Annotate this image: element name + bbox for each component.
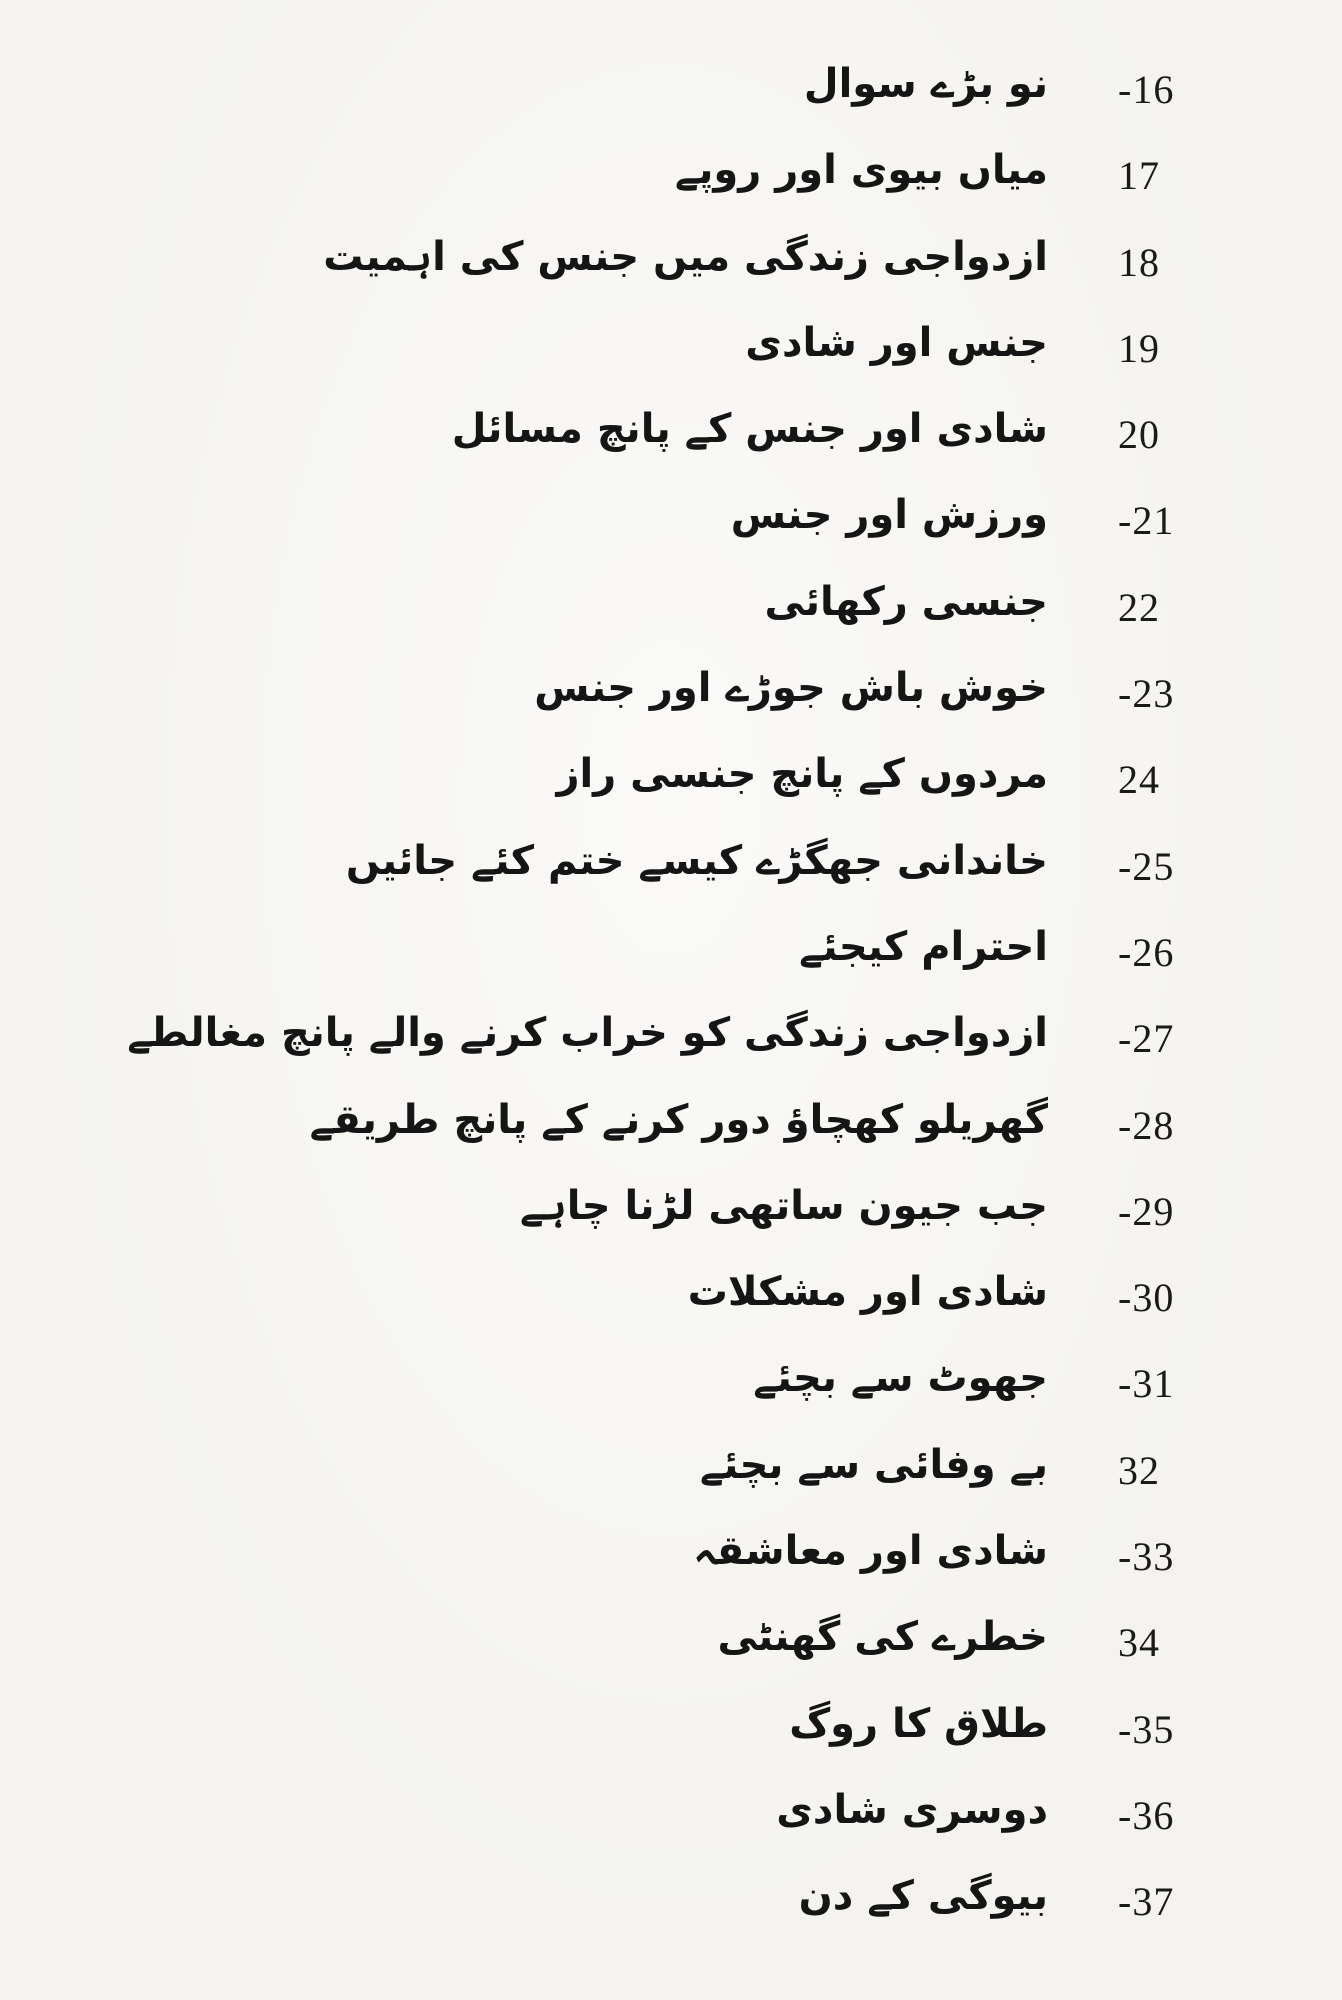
toc-entry	[0, 1435, 1342, 1521]
toc-entry	[0, 1607, 1342, 1693]
entry-number: -29	[1118, 1188, 1175, 1234]
toc-entry	[0, 658, 1342, 744]
entry-number: 20	[1118, 412, 1160, 458]
entry-title: مردوں کے پانچ جنسی راز	[556, 751, 1048, 798]
entry-number: 17	[1118, 153, 1160, 199]
entry-number: 18	[1118, 239, 1160, 285]
toc-entry	[0, 1521, 1342, 1607]
toc-entry	[0, 1090, 1342, 1176]
toc-entry	[0, 54, 1342, 140]
entry-number: -36	[1118, 1792, 1175, 1838]
entry-number: -28	[1118, 1102, 1175, 1148]
entry-title: احترام کیجئے	[799, 923, 1048, 970]
entry-title: جنسی رکھائی	[764, 578, 1048, 625]
entry-number: -33	[1118, 1534, 1175, 1580]
entry-title: نو بڑے سوال	[803, 61, 1048, 107]
entry-number: 32	[1118, 1447, 1160, 1493]
entry-title: ازدواجی زندگی میں جنس کی اہمیت	[323, 233, 1048, 280]
toc-entry	[0, 140, 1342, 226]
entry-title: بیوگی کے دن	[798, 1873, 1048, 1920]
entry-number: 22	[1118, 584, 1160, 630]
entry-title: میاں بیوی اور روپے	[674, 147, 1048, 194]
toc-entry	[0, 1176, 1342, 1262]
toc-entry	[0, 1262, 1342, 1348]
entry-title: خطرے کی گھنٹی	[717, 1614, 1048, 1661]
entry-number: -31	[1118, 1361, 1175, 1407]
entry-title: بے وفائی سے بچئے	[699, 1441, 1048, 1488]
entry-title: خاندانی جھگڑے کیسے ختم کئے جائیں	[345, 837, 1048, 884]
entry-title: دوسری شادی	[776, 1786, 1048, 1833]
toc-entry	[0, 1866, 1342, 1952]
toc-entry	[0, 1780, 1342, 1866]
entry-title: شادی اور مشکلات	[687, 1269, 1048, 1316]
entry-title: طلاق کا روگ	[789, 1700, 1048, 1747]
toc-entry	[0, 1003, 1342, 1089]
entry-number: 34	[1118, 1620, 1160, 1666]
entry-number: 19	[1118, 325, 1160, 371]
entry-number: -27	[1118, 1016, 1175, 1062]
toc-entry	[0, 399, 1342, 485]
toc-entry	[0, 1348, 1342, 1434]
entry-number: -21	[1118, 498, 1175, 544]
toc-entry	[0, 572, 1342, 658]
entry-title: ازدواجی زندگی کو خراب کرنے والے پانچ مغالطے	[127, 1010, 1048, 1057]
entry-number: 24	[1118, 757, 1160, 803]
toc-entry	[0, 831, 1342, 917]
entry-title: شادی اور معاشقہ	[693, 1528, 1048, 1575]
entry-number: -25	[1118, 843, 1175, 889]
toc-entry	[0, 744, 1342, 830]
toc-entry	[0, 227, 1342, 313]
entry-number: -30	[1118, 1275, 1175, 1321]
table-of-contents	[0, 54, 1342, 1953]
entry-title: شادی اور جنس کے پانچ مسائل	[451, 406, 1048, 453]
entry-title: جنس اور شادی	[745, 319, 1048, 366]
toc-entry	[0, 1694, 1342, 1780]
entry-number: -16	[1118, 67, 1175, 112]
entry-title: گھریلو کھچاؤ دور کرنے کے پانچ طریقے	[309, 1096, 1048, 1143]
entry-number: -37	[1118, 1879, 1175, 1925]
entry-number: -35	[1118, 1706, 1175, 1752]
entry-number: -23	[1118, 671, 1175, 717]
entry-title: جھوٹ سے بچئے	[753, 1355, 1048, 1402]
entry-title: خوش باش جوڑے اور جنس	[534, 665, 1048, 712]
toc-entry	[0, 485, 1342, 571]
entry-title: ورزش اور جنس	[730, 492, 1048, 539]
entry-title: جب جیون ساتھی لڑنا چاہے	[519, 1182, 1048, 1229]
toc-entry	[0, 313, 1342, 399]
entry-number: -26	[1118, 929, 1175, 975]
toc-entry	[0, 917, 1342, 1003]
